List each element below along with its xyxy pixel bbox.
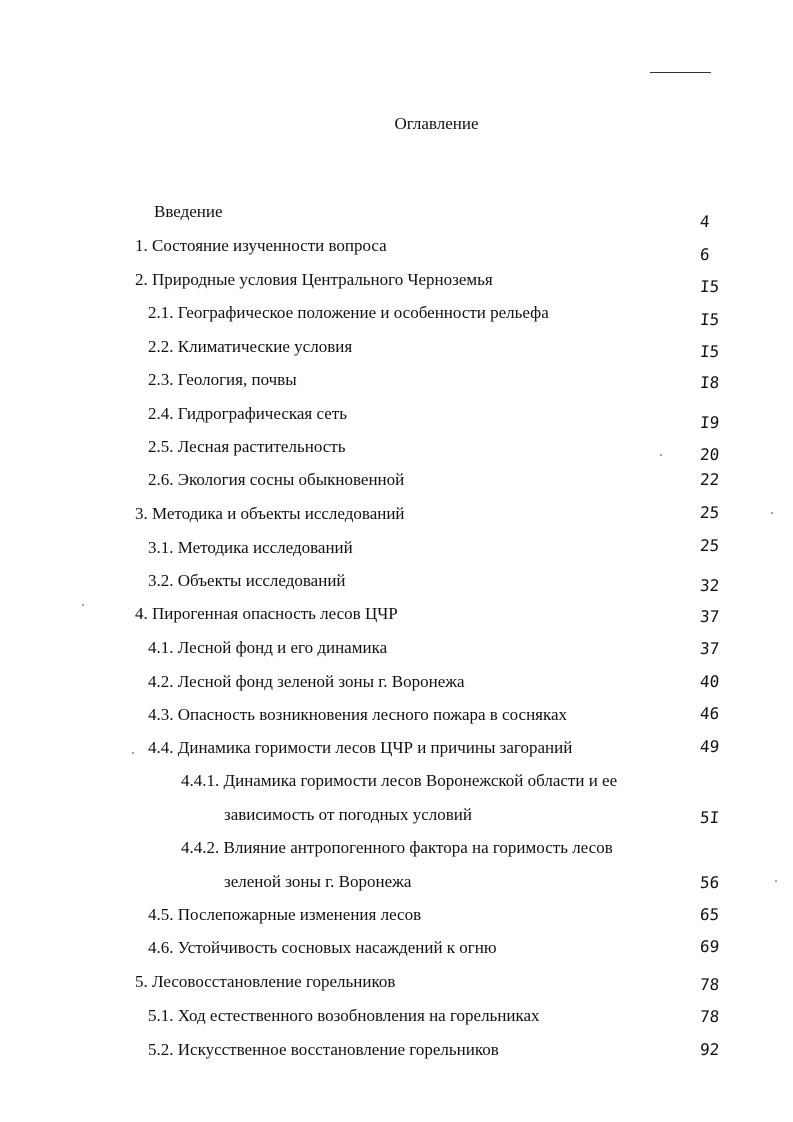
- toc-entry-page: 46: [699, 704, 720, 723]
- toc-entry-page: 56: [699, 873, 720, 892]
- toc-entry-page: 40: [699, 672, 720, 691]
- scan-speck: [82, 604, 84, 606]
- toc-entry-page: 65: [699, 905, 720, 924]
- toc-entry-page: 78: [699, 1007, 720, 1026]
- toc-entry-text: Введение: [154, 202, 223, 221]
- top-rule: [650, 72, 711, 73]
- toc-entry-text: 4.5. Послепожарные изменения лесов: [148, 905, 422, 924]
- toc-entry-page: I9: [699, 413, 720, 432]
- toc-entry-text: 2. Природные условия Центрального Черноземья: [135, 270, 493, 289]
- toc-entry-page: 78: [699, 975, 720, 994]
- toc-entry-page: 32: [699, 576, 720, 595]
- toc-entry-text: 2.1. Географическое положение и особенности рельефа: [148, 303, 549, 322]
- toc-entry-text: зеленой зоны г. Воронежа: [224, 872, 412, 891]
- toc-entry-page: 92: [699, 1040, 720, 1059]
- toc-entry-page: I5: [699, 277, 720, 296]
- toc-entry-text: 4.1. Лесной фонд и его динамика: [148, 638, 388, 657]
- toc-entry-text: 4.4.1. Динамика горимости лесов Воронежской области и ее: [181, 771, 618, 790]
- scan-speck: [660, 454, 662, 456]
- toc-entry-text: 4.2. Лесной фонд зеленой зоны г. Воронежа: [148, 672, 465, 691]
- toc-entry-text: 4.4.2. Влияние антропогенного фактора на горимость лесов: [181, 838, 613, 857]
- toc-entry-page: 37: [699, 607, 720, 626]
- toc-entry-page: 4: [699, 212, 711, 231]
- toc-entry-page: 22: [699, 470, 720, 489]
- toc-entry-text: 3. Методика и объекты исследований: [135, 504, 405, 523]
- toc-entry-text: 2.4. Гидрографическая сеть: [148, 404, 347, 423]
- page-title: Оглавление: [394, 114, 479, 133]
- toc-entry-text: 4.3. Опасность возникновения лесного пожара в сосняках: [148, 705, 568, 724]
- toc-entry-text: зависимость от погодных условий: [224, 805, 472, 824]
- toc-entry-text: 4.4. Динамика горимости лесов ЦЧР и причины загораний: [148, 738, 573, 757]
- toc-entry-text: 1. Состояние изученности вопроса: [135, 236, 387, 255]
- toc-entry-text: 4. Пирогенная опасность лесов ЦЧР: [135, 604, 398, 623]
- toc-entry-page: 6: [699, 245, 711, 264]
- toc-entry-page: 69: [699, 937, 720, 956]
- toc-entry-text: 2.2. Климатические условия: [148, 337, 353, 356]
- toc-entry-text: 2.6. Экология сосны обыкновенной: [148, 470, 405, 489]
- scan-speck: [132, 752, 134, 754]
- toc-entry-text: 5.1. Ход естественного возобновления на горельниках: [148, 1006, 540, 1025]
- toc-entry-page: I5: [699, 342, 720, 361]
- toc-entry-text: 5.2. Искусственное восстановление горельников: [148, 1040, 499, 1059]
- toc-entry-page: 25: [699, 503, 720, 522]
- scan-speck: [775, 880, 777, 882]
- toc-entry-page: I5: [699, 310, 720, 329]
- toc-entry-page: 25: [699, 536, 720, 555]
- toc-entry-text: 2.3. Геология, почвы: [148, 370, 297, 389]
- toc-entry-page: 37: [699, 639, 720, 658]
- toc-entry-page: 49: [699, 737, 720, 756]
- scan-speck: [771, 512, 773, 514]
- toc-entry-text: 3.1. Методика исследований: [148, 538, 353, 557]
- toc-entry-page: 5I: [699, 808, 720, 827]
- toc-entry-page: I8: [699, 373, 720, 392]
- toc-entry-text: 3.2. Объекты исследований: [148, 571, 346, 590]
- toc-entry-text: 4.6. Устойчивость сосновых насаждений к огню: [148, 938, 497, 957]
- toc-entry-page: 20: [699, 445, 720, 464]
- toc-entry-text: 2.5. Лесная растительность: [148, 437, 346, 456]
- toc-entry-text: 5. Лесовосстановление горельников: [135, 972, 396, 991]
